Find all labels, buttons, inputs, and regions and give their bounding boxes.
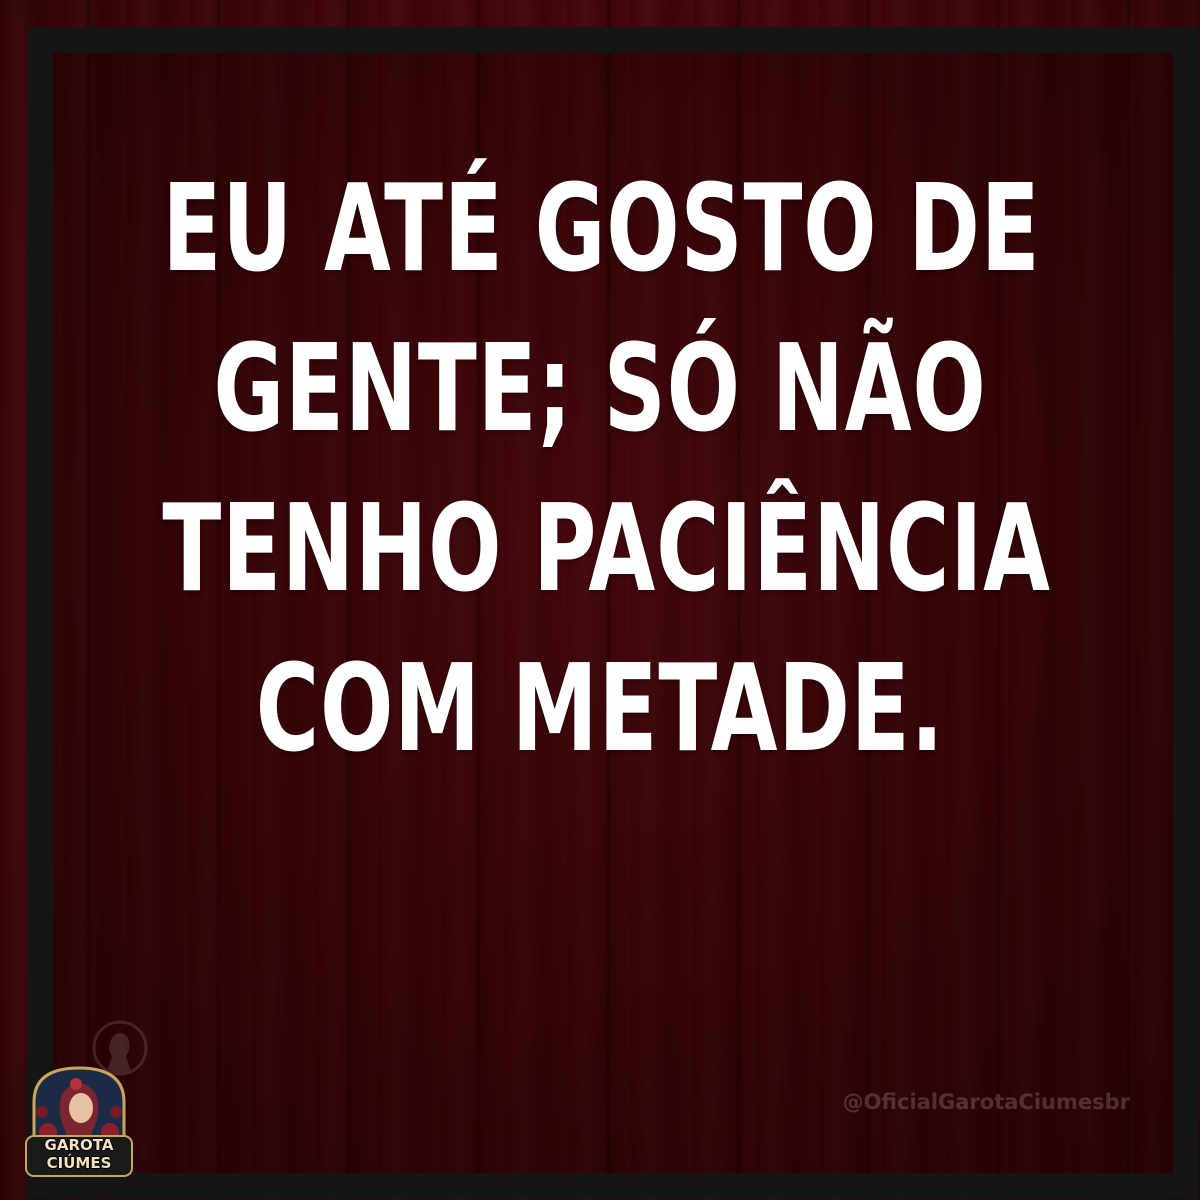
quote-line-1: EU ATÉ GOSTO DE — [162, 160, 1041, 299]
watermark-handle: @OficialGarotaCiumesbr — [842, 1090, 1130, 1114]
quote-line-4: COM METADE. — [255, 640, 945, 779]
logo-word-bottom: CIÚMES — [46, 1154, 112, 1172]
quote-line-2: GENTE; SÓ NÃO — [213, 320, 987, 459]
quote-line-3: TENHO PACIÊNCIA — [162, 480, 1051, 619]
quote-text — [162, 150, 1051, 790]
logo-word-top: GAROTA — [44, 1136, 114, 1154]
brand-logo — [24, 1062, 134, 1178]
